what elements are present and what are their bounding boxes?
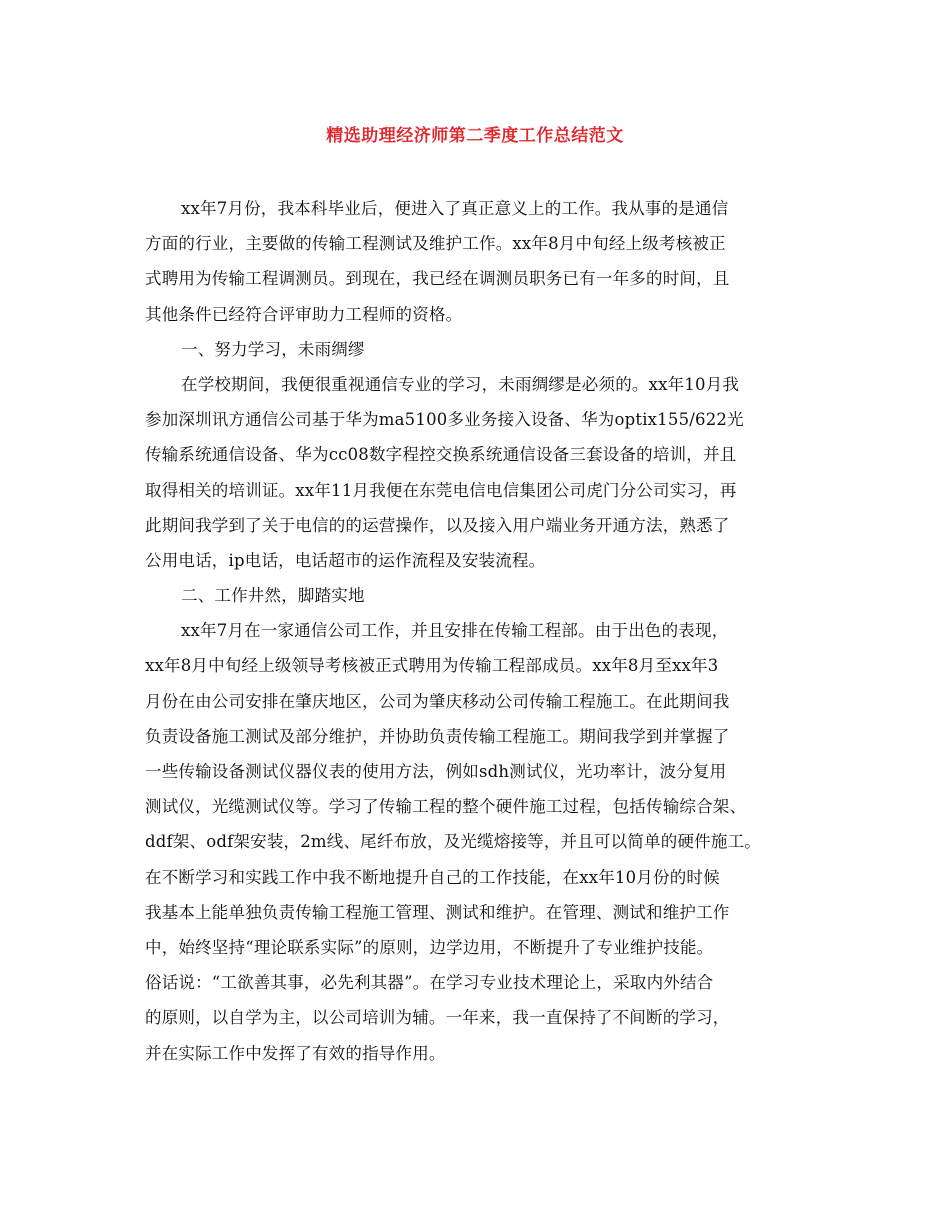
body-text-line: 负责设备施工测试及部分维护，并协助负责传输工程施工。期间我学到并掌握了 <box>145 726 730 746</box>
body-text-line: xx年7月份，我本科毕业后，便进入了真正意义上的工作。我从事的是通信 <box>181 199 729 218</box>
body-text-line: 中，始终坚持“理论联系实际”的原则，边学边用，不断提升了专业维护技能。 <box>145 937 714 957</box>
body-text-line: 传输系统通信设备、华为cc08数字程控交换系统通信设备三套设备的培训，并且 <box>145 445 737 465</box>
body-text-line: 测试仪，光缆测试仪等。学习了传输工程的整个硬件施工过程，包括传输综合架、 <box>145 797 747 817</box>
body-text-line: 月份在由公司安排在肇庆地区，公司为肇庆移动公司传输工程施工。在此期间我 <box>145 691 730 711</box>
body-text-line: 公用电话，ip电话，电话超市的运作流程及安装流程。 <box>145 550 546 570</box>
body-text-line: 参加深圳讯方通信公司基于华为ma5100多业务接入设备、华为optix155/622光 <box>145 410 744 430</box>
body-text-line: ddf架、odf架安装，2m线、尾纤布放，及光缆熔接等，并且可以简单的硬件施工。 <box>145 832 761 852</box>
body-text-line: xx年8月中旬经上级领导考核被正式聘用为传输工程部成员。xx年8月至xx年3 <box>145 656 719 676</box>
body-text-line: xx年7月在一家通信公司工作，并且安排在传输工程部。由于出色的表现， <box>181 621 729 641</box>
body-text-line: 此期间我学到了关于电信的的运营操作，以及接入用户端业务开通方法，熟悉了 <box>145 515 730 535</box>
body-text-line: 我基本上能单独负责传输工程施工管理、测试和维护。在管理、测试和维护工作 <box>145 902 730 922</box>
document-body <box>145 196 835 1076</box>
body-text-line: 并在实际工作中发挥了有效的指导作用。 <box>145 1043 446 1063</box>
body-text-line: 其他条件已经符合评审助力工程师的资格。 <box>145 304 463 324</box>
body-text-line: 俗话说：“工欲善其事，必先利其器”。在学习专业技术理论上，采取内外结合 <box>145 973 714 993</box>
body-text-line: 方面的行业，主要做的传输工程测试及维护工作。xx年8月中旬经上级考核被正 <box>145 234 726 254</box>
body-text-line: 在不断学习和实践工作中我不断地提升自己的工作技能，在xx年10月份的时候 <box>145 867 720 887</box>
document-title: 精选助理经济师第二季度工作总结范文 <box>326 126 624 146</box>
body-text-line: 二、工作井然，脚踏实地 <box>181 586 365 606</box>
body-text-line: 的原则，以自学为主，以公司培训为辅。一年来，我一直保持了不间断的学习， <box>145 1008 730 1028</box>
body-text-line: 取得相关的培训证。xx年11月我便在东莞电信电信集团公司虎门分公司实习，再 <box>145 480 737 500</box>
body-text-line: 一、努力学习，未雨绸缪 <box>181 339 365 359</box>
body-text-line: 在学校期间，我便很重视通信专业的学习，未雨绸缪是必须的。xx年10月我 <box>181 374 740 394</box>
body-text-line: 式聘用为传输工程调测员。到现在，我已经在调测员职务已有一年多的时间，且 <box>145 269 730 289</box>
body-text-line: 一些传输设备测试仪器仪表的使用方法，例如sdh测试仪，光功率计，波分复用 <box>145 762 727 781</box>
